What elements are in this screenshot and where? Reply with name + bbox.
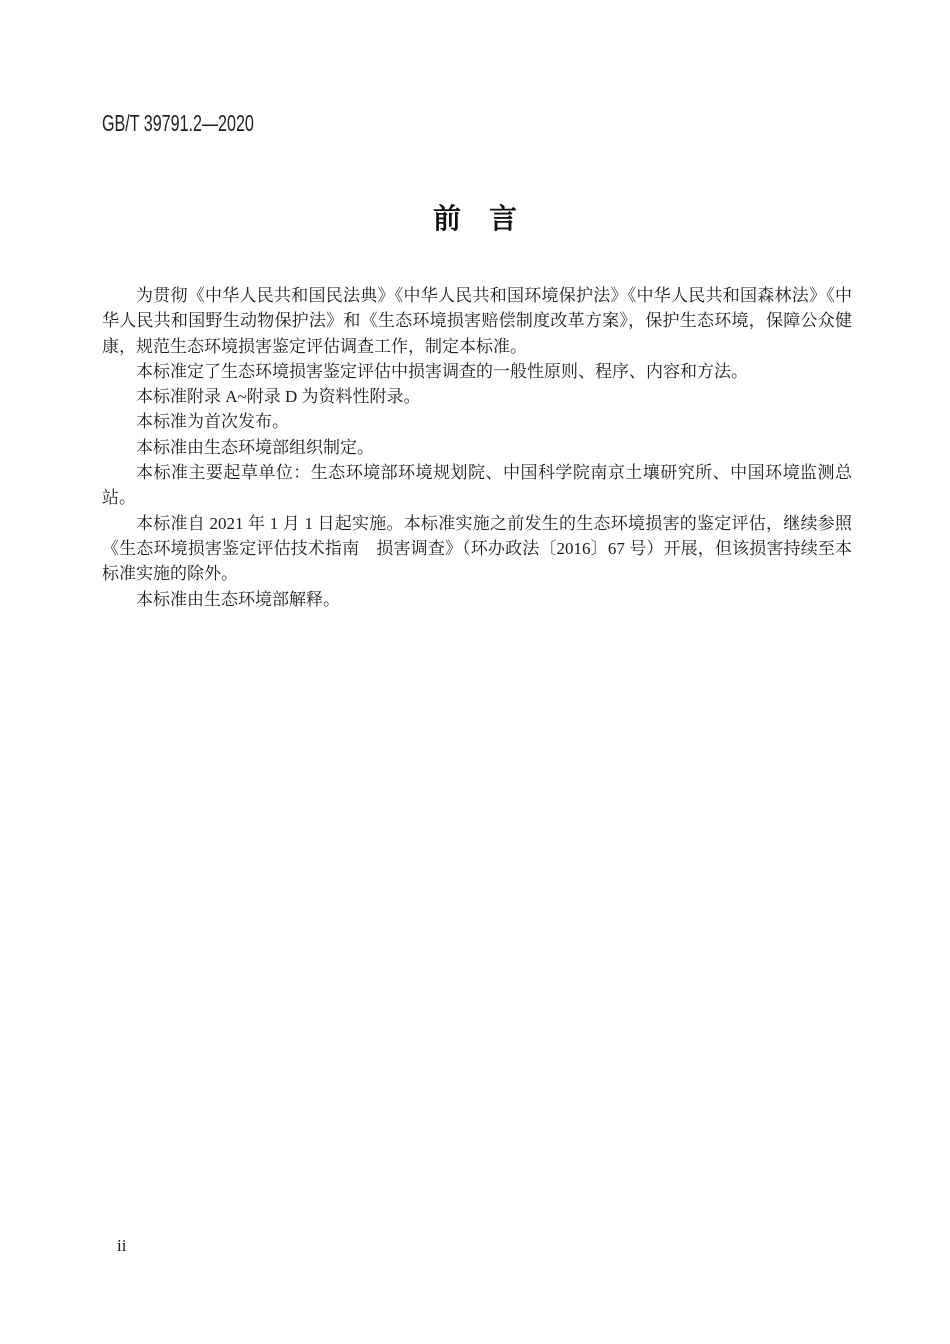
foreword-paragraph: 本标准定了生态环境损害鉴定评估中损害调查的一般性原则、程序、内容和方法。 xyxy=(136,361,748,381)
foreword-body xyxy=(102,283,852,612)
foreword-paragraph: 为贯彻《中华人民共和国民法典》《中华人民共和国环境保护法》《中华人民共和国森林法》《中华人民共和国野生动物保护法》和《生态环境损害赔偿制度改革方案》，保护生态环境，保障公众健康，规范生态环境损害鉴定评估调查工作，制定本标准。 xyxy=(102,286,852,356)
foreword-paragraph: 本标准附录 A~附录 D 为资料性附录。 xyxy=(136,387,421,407)
foreword-paragraph: 本标准为首次发布。 xyxy=(136,412,289,432)
foreword-paragraph: 本标准主要起草单位：生态环境部环境规划院、中国科学院南京土壤研究所、中国环境监测总站。 xyxy=(102,463,852,508)
foreword-paragraph: 本标准自 2021 年 1 月 1 日起实施。本标准实施之前发生的生态环境损害的鉴定评估，继续参照《生态环境损害鉴定评估技术指南 损害调查》（环办政法〔2016〕67 号）开展，但该损害持续至本标准实施的除外。 xyxy=(102,513,852,584)
standard-code-header: GB/T 39791.2—2020 xyxy=(102,110,254,136)
page-number: ii xyxy=(117,1236,127,1255)
foreword-paragraph: 本标准由生态环境部解释。 xyxy=(136,589,340,609)
page-title: 前 言 xyxy=(432,203,517,234)
foreword-paragraph: 本标准由生态环境部组织制定。 xyxy=(136,437,374,457)
